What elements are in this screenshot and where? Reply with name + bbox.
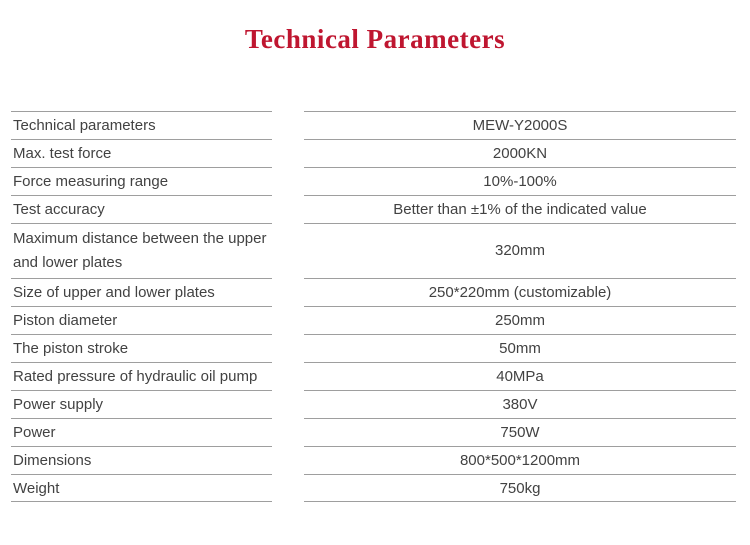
spec-row-value: 380V bbox=[304, 390, 736, 418]
spec-row-value: 750W bbox=[304, 418, 736, 446]
spec-row-value: 40MPa bbox=[304, 362, 736, 390]
spec-value-column bbox=[304, 111, 736, 502]
spec-row-label: Force measuring range bbox=[11, 167, 272, 195]
spec-row-label: Dimensions bbox=[11, 446, 272, 474]
spec-row-value: Better than ±1% of the indicated value bbox=[304, 195, 736, 223]
spec-row-value: 250mm bbox=[304, 306, 736, 334]
page-title: Technical Parameters bbox=[244, 24, 506, 54]
spec-row-value: 2000KN bbox=[304, 139, 736, 167]
spec-row-label: The piston stroke bbox=[11, 334, 272, 362]
spec-row-label: Piston diameter bbox=[11, 306, 272, 334]
spec-row-label: Weight bbox=[11, 474, 272, 502]
spec-row-label: Technical parameters bbox=[11, 111, 272, 139]
spec-row-label: Max. test force bbox=[11, 139, 272, 167]
spec-row-label: Size of upper and lower plates bbox=[11, 278, 272, 306]
spec-row-label: Rated pressure of hydraulic oil pump bbox=[11, 362, 272, 390]
spec-label-column bbox=[11, 111, 272, 502]
spec-row-label: Test accuracy bbox=[11, 195, 272, 223]
spec-row-value: MEW-Y2000S bbox=[304, 111, 736, 139]
spec-row-value: 10%-100% bbox=[304, 167, 736, 195]
spec-row-label: Power supply bbox=[11, 390, 272, 418]
spec-row-value: 50mm bbox=[304, 334, 736, 362]
spec-row-value: 800*500*1200mm bbox=[304, 446, 736, 474]
spec-row-value: 250*220mm (customizable) bbox=[304, 278, 736, 306]
spec-row-label: Maximum distance between the upper and lower plates bbox=[11, 223, 272, 278]
spec-table bbox=[11, 111, 736, 502]
spec-row-label: Power bbox=[11, 418, 272, 446]
spec-row-value: 320mm bbox=[304, 223, 736, 278]
spec-row-value: 750kg bbox=[304, 474, 736, 502]
